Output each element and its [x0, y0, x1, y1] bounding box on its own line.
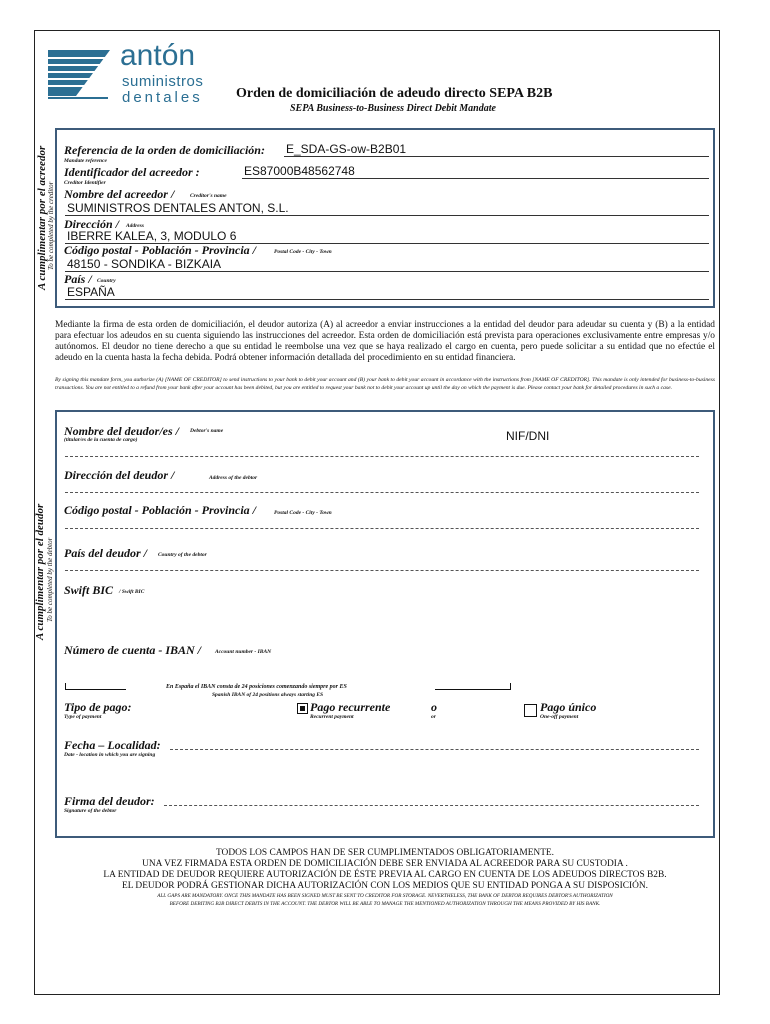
- payment-type-label: Tipo de pago:: [64, 700, 132, 714]
- creditor-name-line: [65, 215, 709, 216]
- page-title: Orden de domiciliación de adeudo directo SEPA B2B: [236, 86, 553, 101]
- creditor-address-label: Dirección /: [64, 217, 119, 231]
- swift-label: Swift BIC: [64, 583, 114, 597]
- iban-note-es: En España el IBAN consta de 24 posiciones comenzando siempre por ES: [166, 684, 347, 690]
- mandate-text-en: By signing this mandate form, you authorize (A) [NAME OF CREDITOR] to send instructions to your bank to debit your account and (B) your bank to debit your account in accordance with the instructions from [NAME OF CREDITOR]. This mandate is only intended for business-to-business transactions. You are not entitled to a refund from your bank after your account has been debited, but you are entitled to request your bank not to debit your account up until the day on which the payment is due. Please contact your bank for detailed procedures in such a case.: [55, 377, 715, 391]
- date-label: Fecha – Localidad:: [64, 738, 161, 752]
- or-sub: or: [431, 714, 436, 720]
- creditor-name-label: Nombre del acreedor /: [64, 187, 175, 201]
- creditor-country-label: País /: [64, 272, 92, 286]
- creditor-id-label: Identificador del acreedor :: [64, 165, 200, 179]
- debtor-country-line[interactable]: [65, 570, 699, 571]
- creditor-address-sub: Address: [126, 223, 145, 229]
- debtor-postal-label: Código postal - Población - Provincia /: [64, 503, 256, 517]
- recurrent-payment-checkbox[interactable]: [297, 703, 308, 714]
- brand-line3: dentales: [122, 89, 203, 106]
- mandate-ref-value[interactable]: E_SDA-GS-ow-B2B01: [286, 142, 407, 156]
- debtor-side-label: A cumplimentar por el deudor: [34, 503, 46, 640]
- date-line[interactable]: [170, 749, 699, 750]
- mandate-ref-line: [284, 156, 709, 157]
- debtor-name-line[interactable]: [65, 456, 699, 457]
- debtor-postal-sub: Postal Code - City - Town: [274, 510, 332, 516]
- payment-type-sub: Type of payment: [64, 714, 102, 720]
- creditor-id-line: [242, 178, 709, 179]
- signature-label: Firma del deudor:: [64, 794, 155, 808]
- footer-line-4: EL DEUDOR PODRÁ GESTIONAR DICHA AUTORIZACIÓN CON LOS MEDIOS QUE SU ENTIDAD PONGA A SU DISPOSICIÓN.: [121, 881, 649, 891]
- page-subtitle: SEPA Business-to-Business Direct Debit Mandate: [290, 103, 496, 114]
- signature-sub: Signature of the debtor: [64, 808, 117, 814]
- creditor-id-value[interactable]: ES87000B48562748: [244, 164, 355, 178]
- footer-line-6: BEFORE DEBITING B2B DIRECT DEBITS IN THE ACCOUNT. THE DEBTOR WILL BE ABLE TO MANAGE THE MENTIONED AUTHORIZATION THROUGH THE MEANS PROVIDED BY HIS BANK.: [169, 901, 601, 907]
- brand-name: antón: [120, 39, 196, 72]
- one-off-payment-checkbox[interactable]: [524, 704, 537, 717]
- iban-sub: Account number - IBAN: [215, 649, 272, 655]
- mandate-ref-label: Referencia de la orden de domiciliación:: [64, 143, 265, 157]
- debtor-nif-label: NIF/DNI: [506, 429, 550, 443]
- creditor-name-sub: Creditor's name: [190, 193, 227, 199]
- creditor-side-label: A cumplimentar por el acreedor: [36, 145, 48, 290]
- creditor-id-sub: Creditor Identifier: [64, 180, 106, 186]
- debtor-postal-line[interactable]: [65, 528, 699, 529]
- one-off-payment-sub: One-off payment: [540, 714, 579, 720]
- debtor-address-line[interactable]: [65, 492, 699, 493]
- creditor-country-sub: Country: [97, 278, 116, 284]
- iban-bracket-right[interactable]: [435, 683, 511, 690]
- debtor-name-label: Nombre del deudor/es /: [64, 424, 179, 438]
- mandate-ref-sub: Mandate reference: [64, 158, 107, 164]
- footer-line-2: UNA VEZ FIRMADA ESTA ORDEN DE DOMICILIACIÓN DEBE SER ENVIADA AL ACREEDOR PARA SU CUSTODIA .: [142, 859, 628, 869]
- creditor-name-value[interactable]: SUMINISTROS DENTALES ANTON, S.L.: [67, 201, 289, 215]
- one-off-payment-label: Pago único: [540, 700, 597, 714]
- debtor-address-label: Dirección del deudor /: [64, 468, 175, 482]
- creditor-postal-sub: Postal Code - City - Town: [274, 249, 332, 255]
- debtor-country-sub: Country of the debtor: [158, 552, 207, 558]
- debtor-country-label: País del deudor /: [64, 546, 147, 560]
- mandate-text-es: Mediante la firma de esta orden de domiciliación, el deudor autoriza (A) al acreedor a enviar instrucciones a la entidad del deudor para adeudar su cuenta y (B) a la entidad para efectuar los adeudos en su cuenta siguiendo las instrucciones del acreedor. Esta orden de domiciliación está prevista para operaciones exclusivamente entre empresas y/o autónomos. El deudor no tiene derecho a que su entidad le reembolse una vez que se haya realizado el cargo en cuenta, pero puede solicitar a su entidad que no efectúe el adeudo en la cuenta hasta la fecha debida. Podrá obtener información detallada del procedimiento en su entidad financiera.: [55, 320, 715, 363]
- debtor-name-sub2: (titular/es de la cuenta de cargo): [64, 437, 138, 443]
- recurrent-payment-sub: Recurrent payment: [310, 714, 354, 720]
- iban-note-en: Spanish IBAN of 24 positions always starting ES: [212, 692, 324, 698]
- or-label: o: [431, 700, 437, 714]
- swift-sub: / Swift BIC: [119, 589, 145, 595]
- brand-line2: suministros: [122, 73, 204, 90]
- footer-line-3: LA ENTIDAD DE DEUDOR REQUIERE AUTORIZACIÓN DE ÉSTE PREVIA AL CARGO EN CUENTA DE LOS ADEUDOS DIRECTOS B2B.: [103, 870, 667, 880]
- signature-line[interactable]: [164, 805, 699, 806]
- footer-line-1: TODOS LOS CAMPOS HAN DE SER CUMPLIMENTADOS OBLIGATORIAMENTE.: [216, 848, 554, 858]
- logo-mark-icon: [46, 46, 112, 100]
- footer-line-5: ALL GAPS ARE MANDATORY. ONCE THIS MANDATE HAS BEEN SIGNED MUST BE SENT TO CREDITOR FOR STORAGE. NEVERTHELESS, THE BANK OF DEBTOR REQUIRES DEBTOR'S AUTHORIZATION: [157, 893, 613, 899]
- creditor-postal-label: Código postal - Población - Provincia /: [64, 243, 256, 257]
- creditor-postal-line: [65, 271, 709, 272]
- iban-label: Número de cuenta - IBAN /: [64, 643, 202, 657]
- creditor-address-value[interactable]: IBERRE KALEA, 3, MODULO 6: [67, 229, 237, 243]
- creditor-postal-value[interactable]: 48150 - SONDIKA - BIZKAIA: [67, 257, 222, 271]
- debtor-side-label-en: To be completed by the debtor: [46, 537, 54, 622]
- creditor-side-label-en: To be completed by the creditor: [47, 181, 55, 270]
- iban-bracket-left[interactable]: [65, 683, 126, 690]
- debtor-address-sub: Address of the debtor: [209, 475, 258, 481]
- date-sub: Date - location in which you are signing: [64, 752, 156, 758]
- debtor-name-sub: Debtor's name: [190, 428, 224, 434]
- recurrent-payment-label: Pago recurrente: [310, 700, 391, 714]
- creditor-country-line: [65, 299, 709, 300]
- creditor-country-value[interactable]: ESPAÑA: [67, 285, 115, 299]
